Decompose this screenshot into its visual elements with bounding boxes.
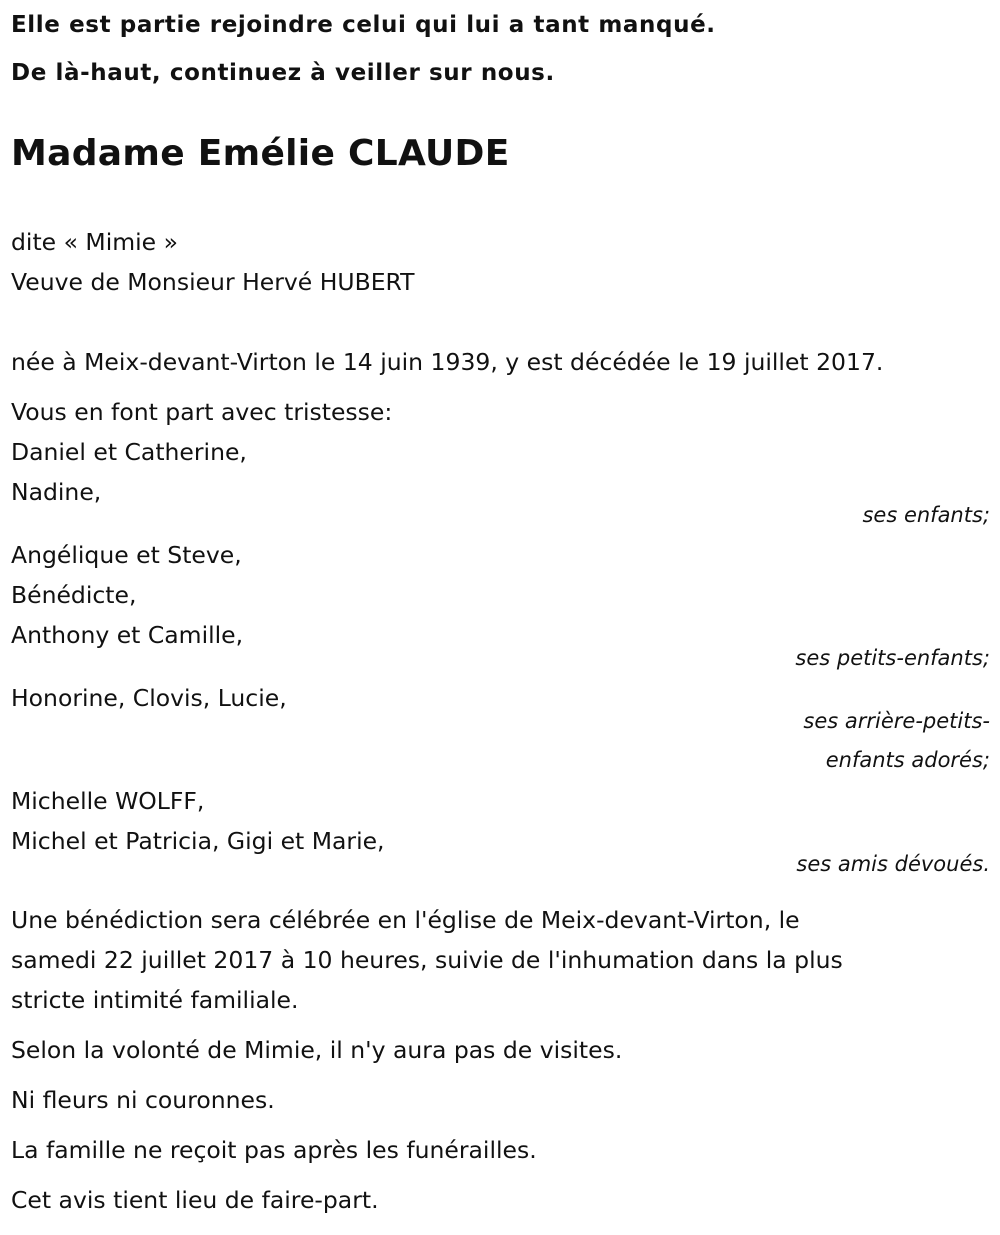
great-grandchildren-relation-line-2: enfants adorés;	[825, 748, 990, 772]
deceased-name: Madame Emélie CLAUDE	[11, 133, 510, 174]
ceremony-line: samedi 22 juillet 2017 à 10 heures, suivie de l'inhumation dans la plus	[11, 946, 843, 974]
grandchild-name: Anthony et Camille,	[11, 621, 244, 649]
great-grandchild-names: Honorine, Clovis, Lucie,	[11, 684, 287, 712]
friend-name: Michel et Patricia, Gigi et Marie,	[11, 827, 385, 855]
child-name: Daniel et Catherine,	[11, 438, 247, 466]
reception-note: La famille ne reçoit pas après les funérailles.	[11, 1136, 537, 1164]
visits-note: Selon la volonté de Mimie, il n'y aura pas de visites.	[11, 1036, 623, 1064]
epitaph-line-1: Elle est partie rejoindre celui qui lui a tant manqué.	[11, 12, 716, 38]
great-grandchildren-relation-line-1: ses arrière-petits-	[803, 709, 990, 733]
grandchildren-relation: ses petits-enfants;	[795, 646, 990, 670]
faire-part-note: Cet avis tient lieu de faire-part.	[11, 1186, 379, 1214]
birth-death-line: née à Meix-devant-Virton le 14 juin 1939, y est décédée le 19 juillet 2017.	[11, 348, 884, 376]
flowers-note: Ni fleurs ni couronnes.	[11, 1086, 275, 1114]
widow-of: Veuve de Monsieur Hervé HUBERT	[11, 268, 415, 296]
nickname: dite « Mimie »	[11, 228, 178, 256]
friend-name: Michelle WOLFF,	[11, 787, 205, 815]
children-relation: ses enfants;	[862, 503, 990, 527]
epitaph-line-2: De là-haut, continuez à veiller sur nous.	[11, 60, 555, 86]
grandchild-name: Bénédicte,	[11, 581, 137, 609]
announcement-intro: Vous en font part avec tristesse:	[11, 398, 393, 426]
friends-relation: ses amis dévoués.	[796, 852, 990, 876]
ceremony-line: stricte intimité familiale.	[11, 986, 299, 1014]
child-name: Nadine,	[11, 478, 102, 506]
grandchild-name: Angélique et Steve,	[11, 541, 242, 569]
ceremony-line: Une bénédiction sera célébrée en l'église de Meix-devant-Virton, le	[11, 906, 800, 934]
